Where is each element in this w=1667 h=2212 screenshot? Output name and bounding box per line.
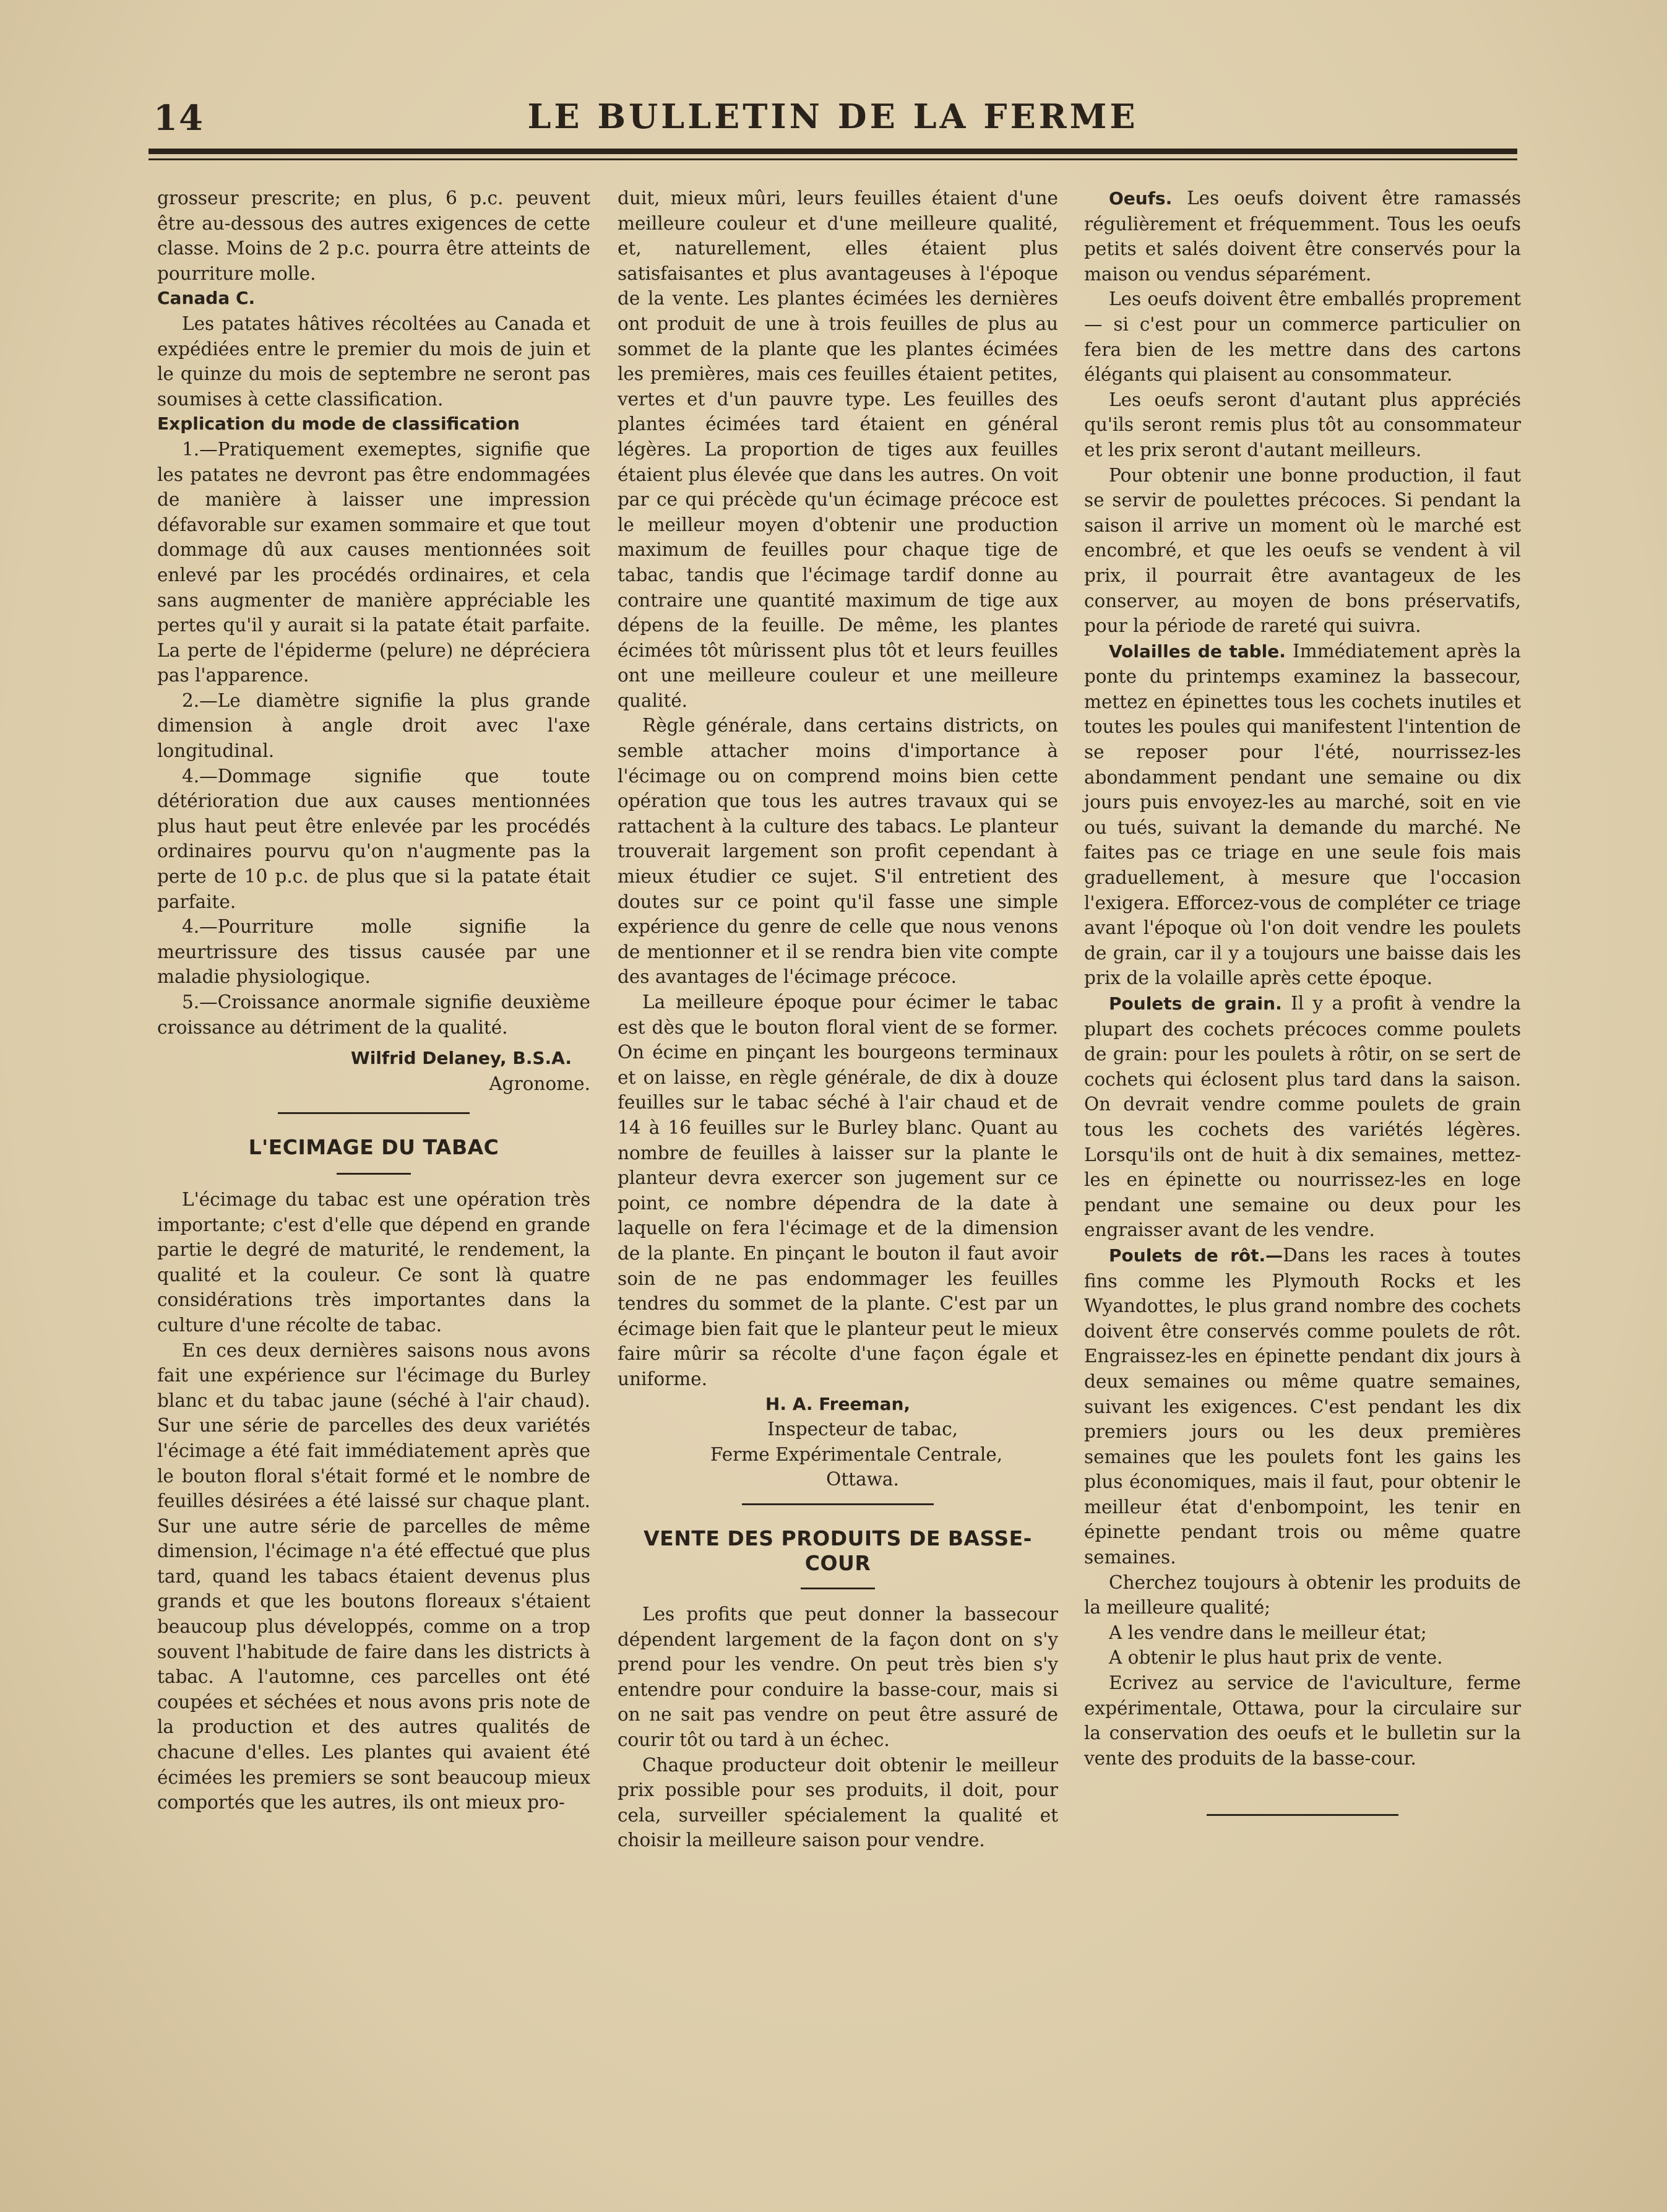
page-number: 14 bbox=[153, 98, 204, 139]
paragraph: Règle générale, dans certains districts, on semble attacher moins d'importance à l'écimage ou on comprend moins bien cette opération que tous les autres travaux qui se rattachent à la culture des tabacs. Le planteur trouverait largement son profit cependant à mieux étudier ce sujet. S'il entretient des doutes sur ce point qu'il fasse une simple expérience du genre de celle que nous venons de mentionner et il se rendra bien vite compte des avantages de l'écimage précoce. bbox=[618, 715, 1058, 988]
signature-name: H. A. Freeman, bbox=[765, 1393, 911, 1414]
paragraph-poulets-rot bbox=[1084, 1243, 1521, 1570]
paragraph: En ces deux dernières saisons nous avons fait une expérience sur l'écimage du Burley blanc et du tabac jaune (séché à l'air chaud). Sur une série de parcelles des deux variétés l'écimage a été fait immédiatement après que le bouton floral s'était formé et le nombre de feuilles désirées a été laissé sur chaque plant. Sur une autre série de parcelles de même dimension, l'écimage n'a été effectué que plus tard, quand les tabacs étaient devenus plus grands et que les boutons floreaux s'étaient beaucoup plus développés, comme on a trop souvent l'habitude de faire dans les districts à tabac. A l'automne, ces parcelles ont été coupées et séchées et nous avons pris note de la production et des autres qualités de chacune d'elles. Les plantes qui avaient été écimées les premiers se sont beaucoup mieux comportés que les autres, ils ont mieux pro- bbox=[157, 1339, 590, 1813]
paragraph: Les patates hâtives récoltées au Canada et expédiées entre le premier du mois de juin et le quinze du mois de septembre ne seront pas soumises à cette classification. bbox=[157, 313, 590, 410]
paragraph: Ecrivez au service de l'aviculture, ferme expérimentale, Ottawa, pour la circulaire sur la conservation des oeufs et le bulletin sur la vente des produits de la basse-cour. bbox=[1084, 1672, 1521, 1769]
paragraph: La meilleure époque pour écimer le tabac est dès que le bouton floral vient de se former. On écime en pinçant les bourgeons terminaux et on laisse, en règle générale, de dix à douze feuilles sur le tabac séché à l'air chaud et de 14 à 16 feuilles sur le Burley blanc. Quant au nombre de feuilles à laisser sur la plante le planteur devra exercer son jugement sur ce point, ce nombre dépendra de la date à laquelle on fera l'écimage et de la dimension de la plante. En pinçant le bouton il faut avoir soin de ne pas endommager les feuilles tendres du sommet de la plante. C'est par un écimage bien fait que le planteur peut le mieux faire mûrir sa récolte d'une façon égale et uniforme. bbox=[618, 992, 1058, 1389]
signature-name: Wilfrid Delaney, B.S.A. bbox=[350, 1048, 572, 1069]
lead-poulets-rot: Poulets de rôt.— bbox=[1109, 1245, 1283, 1266]
subheading-canada-c: Canada C. bbox=[157, 288, 256, 309]
paragraph-text: Immédiatement après la ponte du printemps examinez la bassecour, mettez en épinettes tous les cochets inutiles et toutes les poules qui manifestent l'intention de se reposer pour l'été, nourrissez-les abondamment pendant une semaine ou dix jours puis envoyez-les au marché, soit en vie ou tués, suivant la demande du marché. Ne faites pas ce triage en une seule fois mais graduellement, à mesure que l'occasion l'exigera. Efforcez-vous de compléter ce triage avant l'époque où l'on doit vendre les poulets de grain, car il y a toujours une baisse dais les prix de la volaille après cette époque. bbox=[1084, 640, 1521, 989]
list-item: 1.—Pratiquement exemeptes, signifie que les patates ne devront pas être endommagées de manière à laisser une impression défavorable sur examen sommaire et que tout dommage dû aux causes mentionnées soit enlevé par les procédés ordinaires, et cela sans augmenter de manière appréciable les pertes qu'il y aurait si la patate était parfaite. La perte de l'épiderme (pelure) ne dépréciera pas l'apparence. bbox=[157, 438, 590, 686]
paragraph: Pour obtenir une bonne production, il faut se servir de poulettes précoces. Si pendant la saison il arrive un moment où le marché est encombré, et que les oeufs se vendent à vil prix, il pourrait être avantageux de les conserver, au moyen de bons préservatifs, pour la période de rareté qui suivra. bbox=[1084, 464, 1521, 637]
masthead-title: LE BULLETIN DE LA FERME bbox=[527, 97, 1139, 136]
paragraph-volailles bbox=[1084, 639, 1521, 991]
header-rule-thin bbox=[149, 158, 1517, 160]
paragraph: Chaque producteur doit obtenir le meilleur prix possible pour ses produits, il doit, pour cela, surveiller spécialement la qualité et choisir la meilleure saison pour vendre. bbox=[618, 1754, 1058, 1851]
paragraph: grosseur prescrite; en plus, 6 p.c. peuvent être au-dessous des autres exigences de cette classe. Moins de 2 p.c. pourra être atteints de pourriture molle. bbox=[157, 188, 590, 284]
paragraph: duit, mieux mûri, leurs feuilles étaient d'une meilleure couleur et d'une meilleure qualité, et, naturellement, elles étaient plus satisfaisantes et plus avantageuses à l'époque de la vente. Les plantes écimées les dernières ont produit de une à trois feuilles de plus au sommet de la plante que les plantes écimées les premières, mais ces feuilles étaient petites, vertes et d'un pauvre type. Les feuilles des plantes écimées tard étaient en général légères. La proportion de tiges aux feuilles étaient plus élevée que dans les autres. On voit par ce qui précède qu'un écimage précoce est le meilleur moyen d'obtenir une production maximum de feuilles pour chaque tige de tabac, tandis que l'écimage tardif donne au contraire une quantité maximum de tige aux dépens de la feuille. De même, les plantes écimées tôt mûrissent plus tôt et leurs feuilles ont une meilleure couleur et une meilleure qualité. bbox=[618, 188, 1058, 711]
signature-line: Inspecteur de tabac, bbox=[767, 1419, 958, 1440]
header-rule-thick bbox=[149, 149, 1517, 154]
column-right bbox=[1084, 186, 1521, 1816]
paragraph: A les vendre dans le meilleur état; bbox=[1109, 1622, 1427, 1643]
article-title-ecimage: L'ECIMAGE DU TABAC bbox=[248, 1135, 499, 1160]
column-left bbox=[157, 186, 590, 1815]
paragraph: Cherchez toujours à obtenir les produits de la meilleure qualité; bbox=[1084, 1571, 1521, 1618]
paragraph-text: Il y a profit à vendre la plupart des cochets précoces comme poulets de grain: pour les poulets à rôtir, on se sert de cochets qui éclosent plus tard dans la saison. On devrait vendre comme poulets de grain tous les cochets des variétés légères. Lorsqu'ils ont de huit à dix semaines, mettez-les en épinette ou nourrissez-les en loge pendant une semaine ou deux pour les engraisser avant de les vendre. bbox=[1084, 993, 1521, 1241]
paragraph: L'écimage du tabac est une opération très importante; c'est d'elle que dépend en grande partie le degré de maturité, le rendement, la qualité et la couleur. Ce sont là quatre considérations très importantes dans la culture d'une récolte de tabac. bbox=[157, 1188, 590, 1336]
list-item: 5.—Croissance anormale signifie deuxième croissance au détriment de la qualité. bbox=[157, 992, 590, 1038]
paragraph: A obtenir le plus haut prix de vente. bbox=[1109, 1647, 1443, 1669]
list-item: 4.—Dommage signifie que toute détérioration due aux causes mentionnées plus haut peut être enlevée par les procédés ordinaires pourvu qu'on n'augmente pas la perte de 10 p.c. de plus que si la patate était parfaite. bbox=[157, 765, 590, 912]
paragraph: Les oeufs seront d'autant plus appréciés qu'ils seront remis plus tôt au consommateur et les prix seront d'autant meilleurs. bbox=[1084, 389, 1521, 460]
lead-volailles: Volailles de table. bbox=[1109, 641, 1286, 662]
paragraph: Les profits que peut donner la bassecour dépendent largement de la façon dont on s'y prend pour les vendre. On peut très bien s'y entendre pour conduire la basse-cour, mais si on ne sait pas vendre on peut être assuré de courir tôt ou tard à un échec. bbox=[618, 1604, 1058, 1751]
subheading-explication: Explication du mode de classification bbox=[157, 413, 520, 434]
column-middle bbox=[618, 186, 1058, 1853]
paragraph-text: Dans les races à toutes fins comme les Plymouth Rocks et les Wyandottes, le plus grand nombre des cochets doivent être conservés comme poulets de rôt. Engraissez-les en épinette pendant dix jours à deux semaines ou même quatre semaines, suivant les exigences. C'est pendant les dix premiers jours ou les deux premières semaines que les poulets font les gains les plus économiques, mais il faut, pour obtenir le meilleur état d'enbompoint, les tenir en épinette pendant trois ou même quatre semaines. bbox=[1084, 1244, 1521, 1568]
list-item: 2.—Le diamètre signifie la plus grande dimension à angle droit avec l'axe longitudinal. bbox=[157, 689, 590, 762]
signature-line: Ferme Expérimentale Centrale, bbox=[710, 1443, 1003, 1465]
paragraph: Les oeufs doivent être emballés proprement — si c'est pour un commerce particulier on fera bien de les mettre dans des cartons élégants qui plaisent au consommateur. bbox=[1084, 288, 1521, 386]
paragraph-oeufs bbox=[1084, 186, 1521, 287]
signature-line: Ottawa. bbox=[826, 1469, 899, 1490]
separator-rule bbox=[1207, 1814, 1398, 1816]
list-item: 4.—Pourriture molle signifie la meurtrissure des tissus causée par une maladie physiologique. bbox=[157, 916, 590, 988]
article-title-vente: VENTE DES PRODUITS DE BASSE-COUR bbox=[644, 1526, 1032, 1576]
paragraph-poulets-grain bbox=[1084, 991, 1521, 1243]
signature-title: Agronome. bbox=[489, 1073, 590, 1094]
page-header bbox=[149, 93, 1517, 139]
lead-poulets-grain: Poulets de grain. bbox=[1109, 993, 1282, 1014]
paragraph-text: Les oeufs doivent être ramassés régulièrement et fréquemment. Tous les oeufs petits et salés doivent être conservés pour la maison ou vendus séparément. bbox=[1084, 188, 1521, 285]
lead-oeufs: Oeufs. bbox=[1109, 188, 1173, 209]
